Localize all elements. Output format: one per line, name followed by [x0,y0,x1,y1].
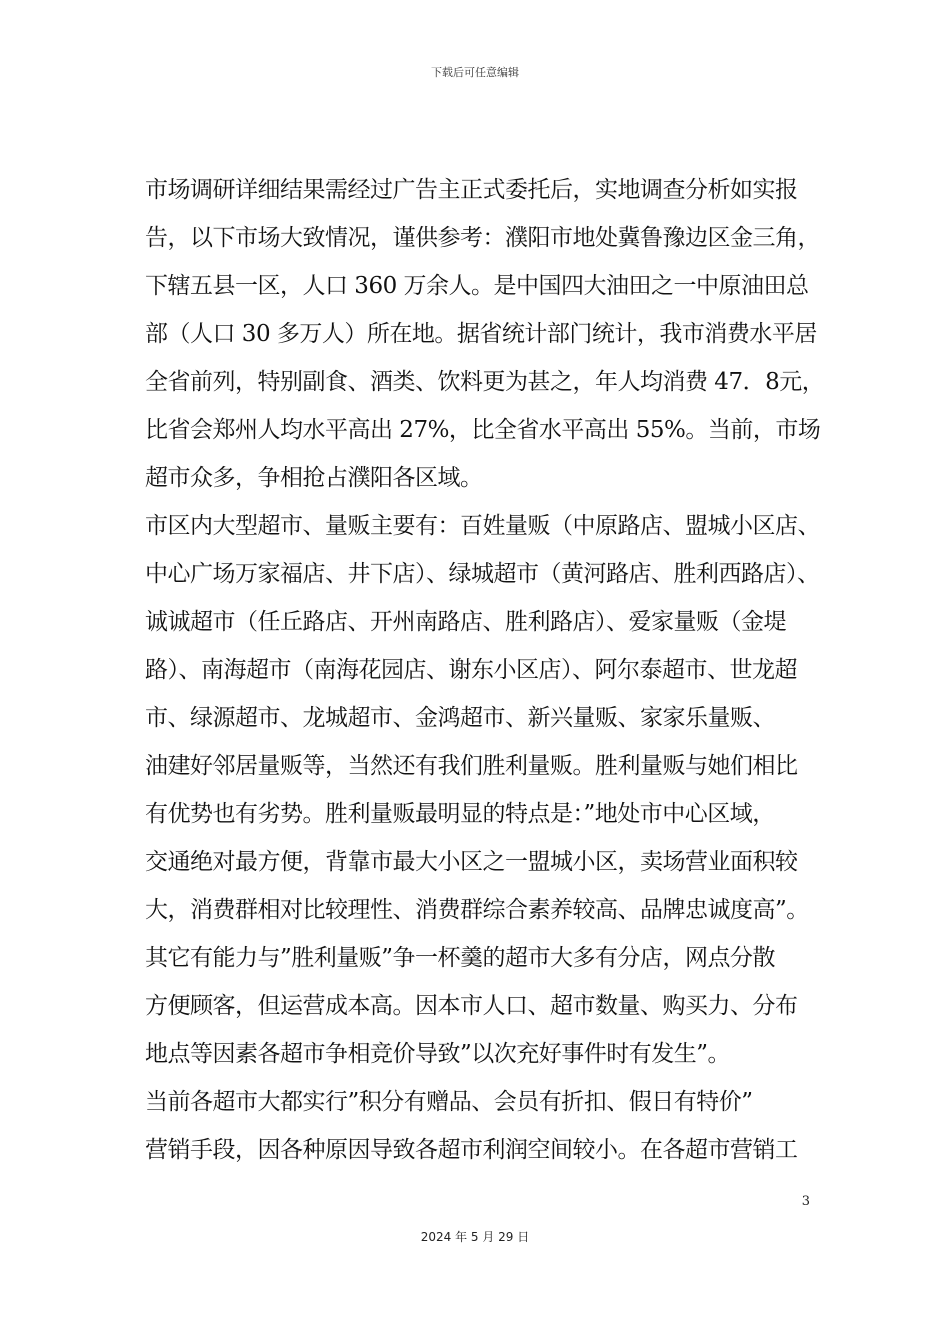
body-line: 市区内大型超市、量贩主要有：百姓量贩（中原路店、盟城小区店、 [145,513,820,539]
page-footer-date: 2024 年 5 月 29 日 [420,1230,530,1244]
body-line: 中心广场万家福店、井下店）、绿城超市（黄河路店、胜利西路店）、 [145,561,820,587]
body-line: 市场调研详细结果需经过广告主正式委托后，实地调查分析如实报 [145,177,798,203]
document-body [145,166,825,1174]
body-line: 全省前列，特别副食、酒类、饮料更为甚之，年人均消费 47．8元， [145,369,825,395]
body-line: 油建好邻居量贩等，当然还有我们胜利量贩。胜利量贩与她们相比 [145,753,798,779]
body-line: 大，消费群相对比较理性、消费群综合素养较高、品牌忠诚度高”。 [145,897,809,923]
body-line: 地点等因素各超市争相竞价导致”以次充好事件时有发生”。 [145,1041,731,1067]
body-line: 比省会郑州人均水平高出 27%，比全省水平高出 55%。当前，市场 [145,417,821,443]
body-line: 下辖五县一区，人口 360 万余人。是中国四大油田之一中原油田总 [145,273,809,299]
body-line: 部（人口 30 多万人）所在地。据省统计部门统计，我市消费水平居 [145,321,817,347]
body-line: 营销手段，因各种原因导致各超市利润空间较小。在各超市营销工 [145,1137,798,1163]
body-line: 市、绿源超市、龙城超市、金鸿超市、新兴量贩、家家乐量贩、 [145,705,775,731]
body-line: 路）、南海超市（南海花园店、谢东小区店）、阿尔泰超市、世龙超 [145,657,797,683]
body-line: 方便顾客，但运营成本高。因本市人口、超市数量、购买力、分布 [145,993,798,1019]
body-line: 有优势也有劣势。胜利量贩最明显的特点是：”地处市中心区域， [145,801,775,827]
body-line: 交通绝对最方便，背靠市最大小区之一盟城小区，卖场营业面积较 [145,849,798,875]
body-line: 当前各超市大都实行”积分有赠品、会员有折扣、假日有特价” [145,1089,753,1115]
body-line: 告，以下市场大致情况，谨供参考：濮阳市地处冀鲁豫边区金三角， [145,225,820,251]
page-header: 下载后可任意编辑 [431,66,519,79]
body-line: 诚诚超市（任丘路店、开州南路店、胜利路店）、爱家量贩（金堤 [145,609,786,635]
body-line: 超市众多，争相抢占濮阳各区域。 [145,465,483,491]
body-line: 其它有能力与”胜利量贩”争一杯羹的超市大多有分店，网点分散 [145,945,776,971]
page-number: 3 [801,1194,810,1209]
